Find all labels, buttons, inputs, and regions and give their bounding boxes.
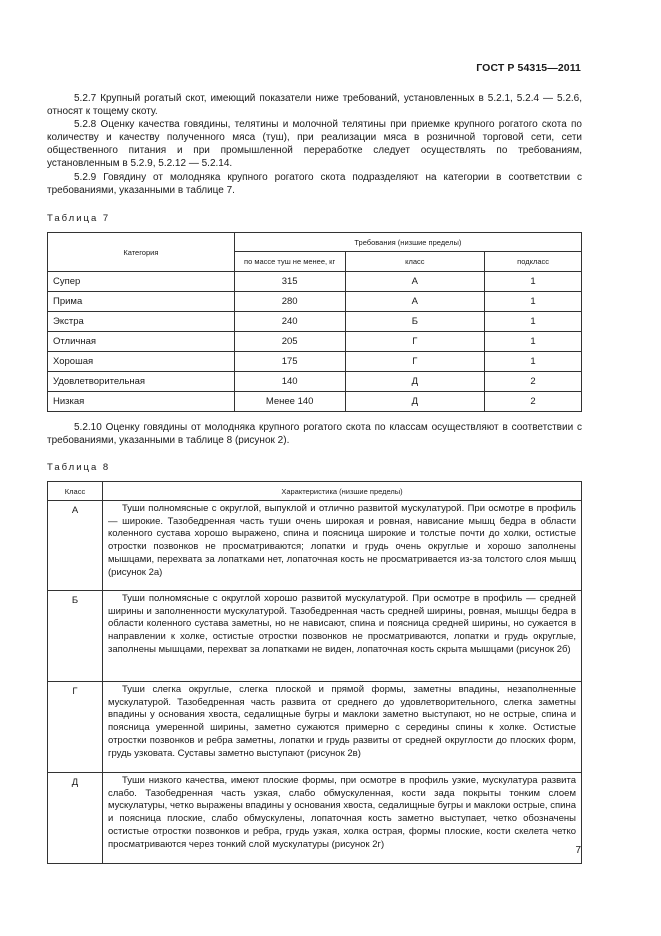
table8-cell-class: Г <box>48 682 103 773</box>
table7-cell-mass: 315 <box>234 272 345 292</box>
table8-cell-characteristic <box>103 682 582 773</box>
table8-row <box>48 591 582 682</box>
table8-cell-class: А <box>48 501 103 591</box>
table7-row <box>48 292 582 312</box>
table7-cell-category: Низкая <box>48 392 235 412</box>
table7-head-subclass: подкласс <box>485 252 582 272</box>
table8-head-characteristic: Характеристика (низшие пределы) <box>103 482 582 501</box>
table8-row <box>48 773 582 864</box>
table7-cell-mass: 240 <box>234 312 345 332</box>
table7-cell-class: Б <box>345 312 485 332</box>
table8-characteristic-text: Туши полномясные с округлой, выпуклой и отлично развитой мускулатурой. При осмотре в профиль — широкие. Тазобедренная часть туши очень широкая и ровная, нависание мышц бедра в области коленного сустава хорошо выражено, спина и поясница широкие и толстые почти до холки, остистые отростки позвонков не просматриваются; лопатки и грудь очень округлые и хорошо заполнены мышцами, перехвата за лопатками нет, лопаточная кость не просматривается из-за толстого слоя мышц (рисунок 2а) <box>108 503 576 578</box>
table8-characteristic-text: Туши полномясные с округлой хорошо развитой мускулатурой. При осмотре в профиль — средней ширины и заполненности мускулатурой. Тазобедренная часть средней ширины, ровная, мышцы бедра в области коленного сустава заметны, но не нависают, спина и поясница средней ширины, но сужается в направлении к холке, остистые отростки позвонков не просматриваются, лопатки и грудь округлые, заполнены мышцами, перехват за лопатками не виден, лопаточная кость скрыта мышцами (рисунок 2б) <box>108 593 576 655</box>
table7-cell-subclass: 1 <box>485 352 582 372</box>
table7-row <box>48 392 582 412</box>
table7-cell-mass: Менее 140 <box>234 392 345 412</box>
table8-cell-characteristic <box>103 591 582 682</box>
table7-cell-class: Д <box>345 392 485 412</box>
table-7 <box>47 232 582 412</box>
table7-cell-category: Экстра <box>48 312 235 332</box>
table7-cell-class: Г <box>345 352 485 372</box>
paragraph-5-2-10: 5.2.10 Оценку говядины от молодняка крупного рогатого скота по классам осуществляют в соответствии с требованиями, указанными в таблице 8 (рисунок 2). <box>47 422 582 446</box>
table8-characteristic-text: Туши слегка округлые, слегка плоской и прямой формы, заметны впадины, незаполненные мускулатурой. Тазобедренная часть развита от среднего до удовлетворительного, слегка заметны впадины у основания хвоста, седалищные бугры и маклоки заметно выступают, но не острые, спина и поясница умеренной ширины, заметно сужаются примерно с середины спины к холке. Остистые отростки позвонков и ребра заметны, лопатки и грудь развиты от средней округлости до плоских форм, грудь узковата. Суставы заметно выступают (рисунок 2в) <box>108 684 576 759</box>
table7-cell-class: Д <box>345 372 485 392</box>
table7-cell-class: А <box>345 272 485 292</box>
table7-cell-category: Супер <box>48 272 235 292</box>
table7-cell-mass: 280 <box>234 292 345 312</box>
table7-cell-subclass: 1 <box>485 292 582 312</box>
table7-cell-category: Отличная <box>48 332 235 352</box>
table8-cell-characteristic <box>103 501 582 591</box>
table7-cell-category: Хорошая <box>48 352 235 372</box>
paragraph-5-2-9: 5.2.9 Говядину от молодняка крупного рогатого скота подразделяют на категории в соответствии с требованиями, указанными в таблице 7. <box>47 172 582 196</box>
table7-row <box>48 352 582 372</box>
table7-cell-subclass: 2 <box>485 392 582 412</box>
table7-head-requirements: Требования (низшие пределы) <box>234 233 581 252</box>
table7-cell-mass: 175 <box>234 352 345 372</box>
table7-cell-class: Г <box>345 332 485 352</box>
table8-cell-class: Б <box>48 591 103 682</box>
table8-characteristic-text: Туши низкого качества, имеют плоские формы, при осмотре в профиль узкие, мускулатура развита слабо. Тазобедренная часть узкая, слабо обмускуленная, кости зада покрыты тонким слоем мускулатуры, четко выражены впадины у основания хвоста, седалищные бугры и маклоки острые, спина и поясница плоские, слабо обмускулены, лопаточная кость заметно выступает, четко обозначены остистые отростки позвонков и ребра, грудь узкая, холка острая, формы плоские, кости скелета четко просматриваются через тонкий слой мускулатуры (рисунок 2г) <box>108 775 576 850</box>
table7-cell-mass: 140 <box>234 372 345 392</box>
table7-head-category: Категория <box>48 233 235 272</box>
paragraph-5-2-7: 5.2.7 Крупный рогатый скот, имеющий показатели ниже требований, установленных в 5.2.1, 5.2.4 — 5.2.6, относят к тощему скоту. <box>47 93 582 117</box>
table7-head-mass: по массе туш не менее, кг <box>234 252 345 272</box>
table7-cell-subclass: 1 <box>485 272 582 292</box>
table7-cell-subclass: 1 <box>485 312 582 332</box>
table7-head-class: класс <box>345 252 485 272</box>
table-8 <box>47 481 582 864</box>
table8-cell-class: Д <box>48 773 103 864</box>
table8-row <box>48 682 582 773</box>
table7-row <box>48 332 582 352</box>
table7-row <box>48 372 582 392</box>
table7-cell-subclass: 1 <box>485 332 582 352</box>
table7-cell-category: Прима <box>48 292 235 312</box>
page-number: 7 <box>575 845 581 856</box>
table7-cell-category: Удовлетворительная <box>48 372 235 392</box>
paragraph-5-2-8: 5.2.8 Оценку качества говядины, телятины и молочной телятины при приемке крупного рогатого скота по количеству и качеству полученного мяса (туш), при реализации мяса в розничной торговой сети, сети общественного питания и при промышленной переработке следует осуществлять по требованиям, установленным в 5.2.9, 5.2.12 — 5.2.14. <box>47 119 582 169</box>
table7-cell-mass: 205 <box>234 332 345 352</box>
table7-caption: Таблица 7 <box>47 213 111 224</box>
document-code: ГОСТ Р 54315—2011 <box>476 62 581 74</box>
table8-cell-characteristic <box>103 773 582 864</box>
table7-cell-subclass: 2 <box>485 372 582 392</box>
table8-row <box>48 501 582 591</box>
table7-row <box>48 312 582 332</box>
table8-head-class: Класс <box>48 482 103 501</box>
table8-caption: Таблица 8 <box>47 462 111 473</box>
table7-row <box>48 272 582 292</box>
table7-cell-class: А <box>345 292 485 312</box>
